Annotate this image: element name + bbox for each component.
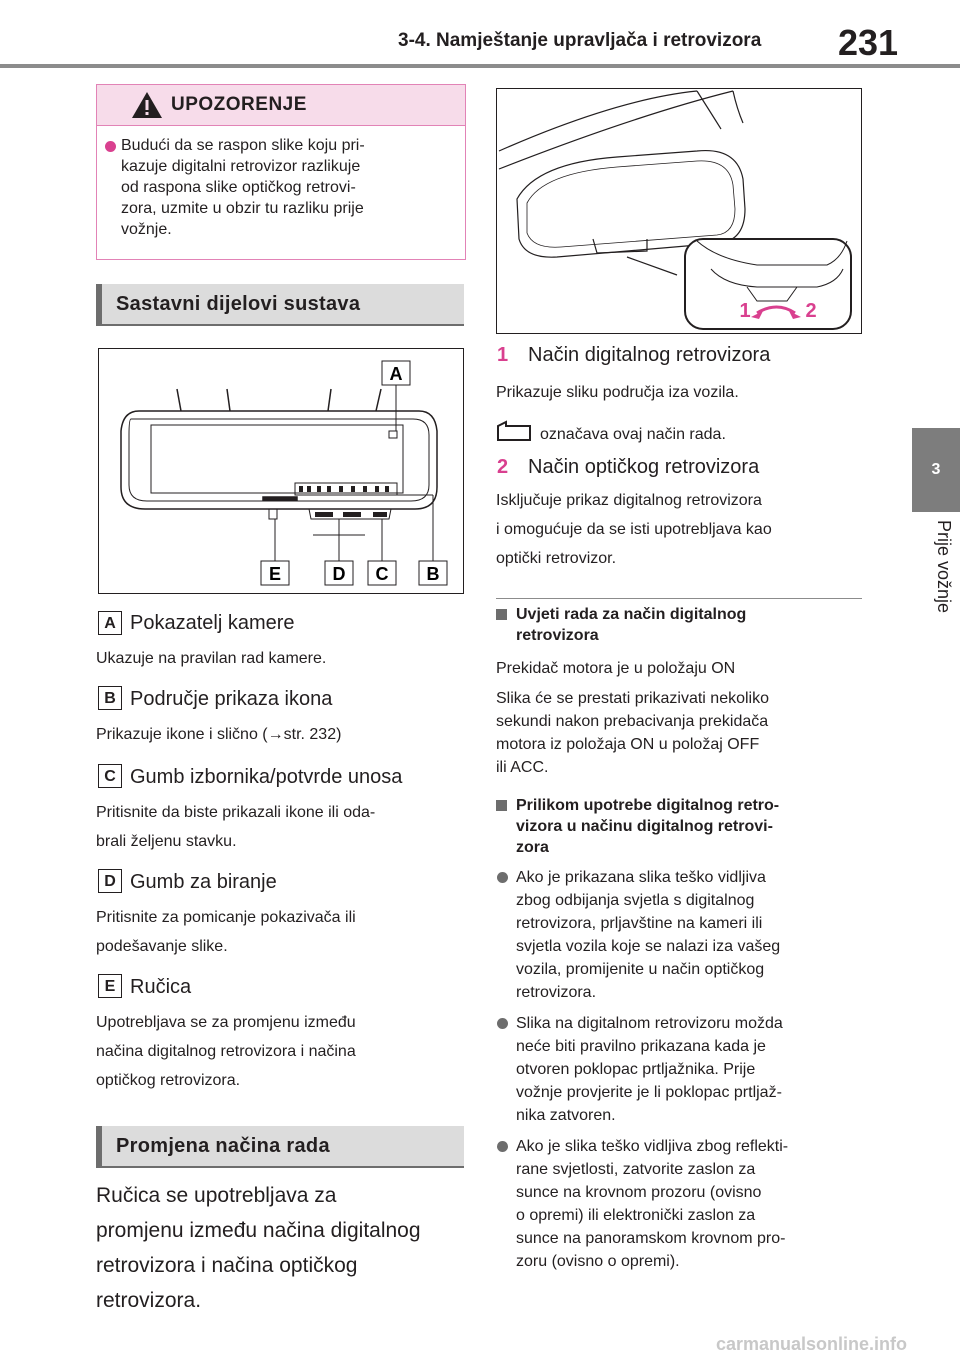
lever-label-1: 1 bbox=[739, 300, 751, 322]
page-number: 231 bbox=[838, 22, 899, 63]
callout-c: C bbox=[375, 564, 389, 584]
item-desc-a: Ukazuje na pravilan rad kamere. bbox=[96, 650, 327, 667]
item-desc-d: Pritisnite za pomicanje pokazivača ili podešavanje slike. bbox=[96, 909, 356, 955]
callout-e: E bbox=[268, 564, 282, 584]
warning-title: UPOZORENJE bbox=[171, 94, 307, 115]
square-bullet-icon bbox=[496, 609, 507, 620]
mode-title-2: Način optičkog retrovizora bbox=[528, 456, 760, 478]
header-divider bbox=[0, 64, 960, 68]
square-bullet-icon bbox=[496, 800, 507, 811]
item-desc-b: Prikazuje ikone i slično (→str. 232) bbox=[96, 726, 342, 743]
warning-box bbox=[96, 84, 466, 260]
usage-bullet-2: Slika na digitalnom retrovizoru možda neće biti pravilno prikazana kada je otvoren poklopac prtljažnika. Prije vožnje provjerite je li poklopac prtljaž- nika zatvoren. bbox=[516, 1015, 783, 1124]
lever-illustration bbox=[497, 89, 861, 333]
bullet-dot-icon bbox=[497, 1018, 508, 1029]
item-title-b: Područje prikaza ikona bbox=[130, 688, 333, 710]
section-heading-components: Sastavni dijelovi sustava bbox=[96, 284, 464, 326]
lever-figure bbox=[496, 88, 862, 334]
chapter-title: Prije vožnje bbox=[934, 520, 954, 614]
bullet-dot-icon bbox=[497, 1141, 508, 1152]
callout-a: A bbox=[389, 364, 403, 384]
mode-number-2: 2 bbox=[497, 456, 509, 478]
conditions-line: Prekidač motora je u položaju ON bbox=[496, 660, 736, 677]
bullet-dot-icon bbox=[105, 141, 116, 152]
mode-number-1: 1 bbox=[497, 344, 509, 366]
mirror-diagram bbox=[99, 349, 463, 593]
section-heading-mode: Promjena načina rada bbox=[96, 1126, 464, 1168]
item-desc-e: Upotrebljava se za promjenu između načina digitalnog retrovizora i načina optičkog retrovizora. bbox=[96, 1014, 356, 1089]
bullet-dot-icon bbox=[497, 872, 508, 883]
mode-icon-note: označava ovaj način rada. bbox=[540, 426, 726, 443]
mode-desc-1: Prikazuje sliku područja iza vozila. bbox=[496, 384, 739, 401]
item-label-d: D bbox=[98, 869, 122, 893]
usage-title: Prilikom upotrebe digitalnog retro- vizora u načinu digitalnog retrovi- zora bbox=[516, 797, 780, 856]
item-title-d: Gumb za biranje bbox=[130, 871, 277, 893]
digital-mode-icon bbox=[496, 420, 532, 442]
item-title-a: Pokazatelj kamere bbox=[130, 612, 295, 634]
usage-bullet-1: Ako je prikazana slika teško vidljiva zbog odbijanja svjetla s digitalnog retrovizora, prljavštine na kameri ili svjetla vozila koje se nalazi iza vašeg vozila, promijenite u način optičkog retrovizora. bbox=[516, 869, 781, 1001]
running-header: 3-4. Namještanje upravljača i retrovizora bbox=[398, 30, 762, 51]
mode-paragraph: Ručica se upotrebljava za promjenu između načina digitalnog retrovizora i načina optičkog retrovizora. bbox=[96, 1184, 421, 1312]
section-divider bbox=[496, 598, 862, 599]
item-label-b: B bbox=[98, 686, 122, 710]
conditions-paragraph: Slika će se prestati prikazivati nekoliko sekundi nakon prebacivanja prekidača motora iz položaja ON u položaj OFF ili ACC. bbox=[496, 690, 770, 776]
item-label-e: E bbox=[98, 974, 122, 998]
item-desc-c: Pritisnite da biste prikazali ikone ili oda- brali željenu stavku. bbox=[96, 804, 376, 850]
mirror-components-figure bbox=[98, 348, 464, 594]
usage-bullet-3: Ako je slika teško vidljiva zbog reflekti- rane svjetlosti, zatvorite zaslon za sunce na krovnom prozoru (ovisno o opremi) ili elektronički zaslon za sunce na panoramskom krovnom pro- zoru (ovisno o opremi). bbox=[516, 1138, 789, 1270]
item-title-e: Ručica bbox=[130, 976, 192, 998]
chapter-tab: 3 bbox=[912, 428, 960, 512]
callout-b: B bbox=[426, 564, 440, 584]
item-label-c: C bbox=[98, 764, 122, 788]
item-label-a: A bbox=[98, 611, 122, 635]
mode-title-1: Način digitalnog retrovizora bbox=[528, 344, 771, 366]
warning-header bbox=[97, 85, 465, 126]
warning-icon bbox=[131, 90, 163, 120]
warning-text: Budući da se raspon slike koju pri- kazuje digitalni retrovizor razlikuje od raspona slike optičkog retrovi- zora, uzmite u obzir tu razliku prije vožnje. bbox=[121, 137, 365, 238]
callout-d: D bbox=[332, 564, 346, 584]
footer-watermark: carmanualsonline.info bbox=[716, 1334, 908, 1354]
item-title-c: Gumb izbornika/potvrde unosa bbox=[130, 766, 403, 788]
lever-label-2: 2 bbox=[805, 300, 817, 322]
conditions-title: Uvjeti rada za način digitalnog retrovizora bbox=[516, 606, 747, 644]
mode-desc-2: Isključuje prikaz digitalnog retrovizora i omogućuje da se isti upotrebljava kao optički retrovizor. bbox=[496, 492, 772, 567]
